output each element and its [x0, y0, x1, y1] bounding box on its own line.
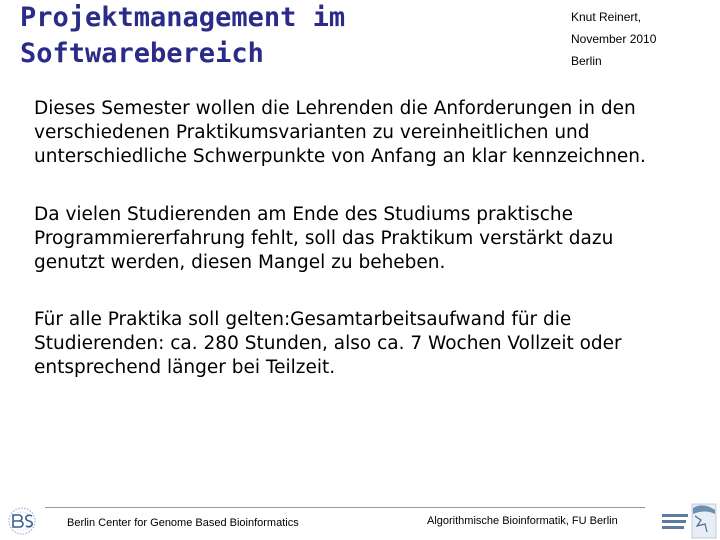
slide-title-line-1: Projektmanagement im	[20, 2, 346, 33]
paragraph-1-line-3: unterschiedliche Schwerpunkte von Anfang an klar kennzeichnen.	[34, 146, 646, 167]
presentation-date: November 2010	[571, 32, 657, 46]
paragraph-2-line-1: Da vielen Studierenden am Ende des Studiums praktische	[34, 204, 573, 225]
paragraph-3	[34, 308, 714, 380]
paragraph-3-line-2: Studierenden: ca. 280 Stunden, also ca. 7 Wochen Vollzeit oder	[34, 333, 622, 354]
presentation-location: Berlin	[571, 54, 602, 68]
paragraph-2-line-3: genutzt werden, diesen Mangel zu beheben.	[34, 252, 446, 273]
bcb-logo-icon	[2, 506, 42, 536]
footer-right-text: Algorithmische Bioinformatik, FU Berlin	[427, 515, 618, 527]
paragraph-3-line-3: entsprechend länger bei Teilzeit.	[34, 357, 336, 378]
paragraph-2-line-2: Programmiererfahrung fehlt, soll das Praktikum verstärkt dazu	[34, 228, 614, 249]
footer-divider	[45, 507, 645, 508]
fu-berlin-logo-icon	[660, 502, 718, 540]
slide-title	[20, 0, 540, 72]
paragraph-3-line-1: Für alle Praktika soll gelten:Gesamtarbeitsaufwand für die	[34, 309, 572, 330]
author-name: Knut Reinert,	[571, 10, 642, 24]
slide-footer	[0, 492, 720, 540]
paragraph-1	[34, 97, 714, 169]
paragraph-1-line-2: verschiedenen Praktikumsvarianten zu vereinheitlichen und	[34, 122, 590, 143]
footer-left-text: Berlin Center for Genome Based Bioinformatics	[67, 517, 299, 529]
author-block	[571, 6, 656, 72]
paragraph-1-line-1: Dieses Semester wollen die Lehrenden die Anforderungen in den	[34, 98, 636, 119]
slide-title-line-2: Softwarebereich	[20, 38, 264, 69]
paragraph-2	[34, 203, 714, 275]
